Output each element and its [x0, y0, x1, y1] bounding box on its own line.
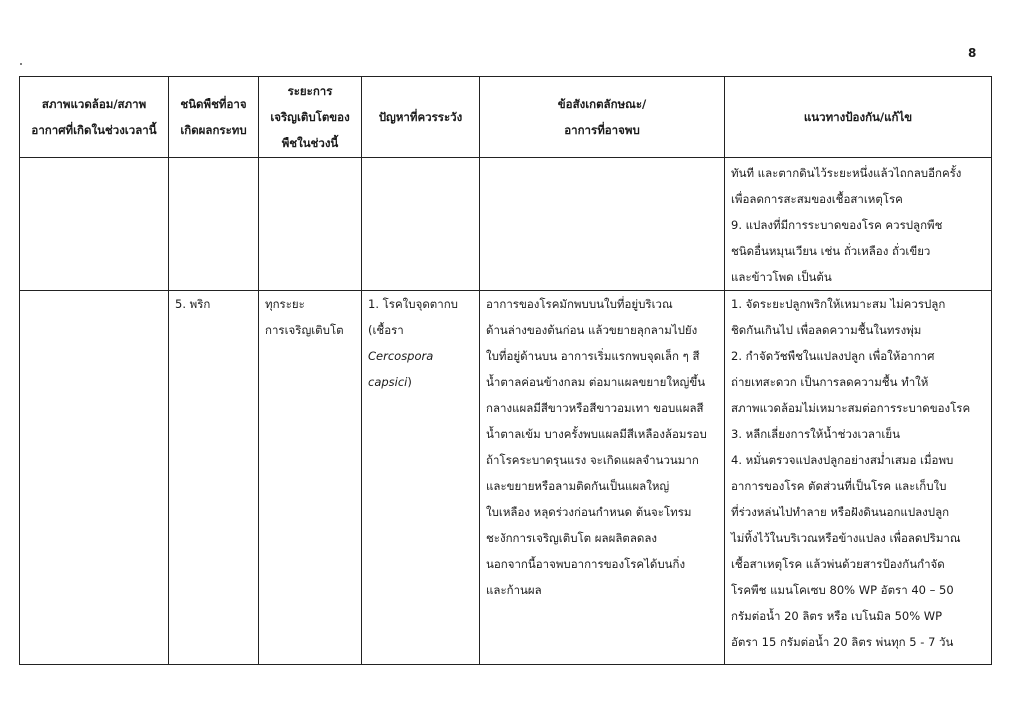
table-row-continuation: [20, 158, 992, 291]
cell-crop: 5. พริก: [169, 291, 259, 665]
cell-growth-stage: ทุกระยะ การเจริญเติบโต: [259, 291, 362, 665]
header-prevention: แนวทางป้องกัน/แก้ไข: [725, 77, 992, 158]
cell-problem: 1. โรคใบจุดตากบ (เชื้อรา Cercospora capsici): [362, 291, 480, 665]
table-header-row: [20, 77, 992, 158]
cell-crop-empty: [169, 158, 259, 291]
cell-problem-empty: [362, 158, 480, 291]
cell-symptoms-empty: [480, 158, 725, 291]
cell-symptoms: อาการของโรคมักพบบนใบที่อยู่บริเวณ ด้านล่างของต้นก่อน แล้วขยายลุกลามไปยัง ใบที่อยู่ด้านบน อาการเริ่มแรกพบจุดเล็ก ๆ สี น้ำตาลค่อนข้างกลม ต่อมาแผลขยายใหญ่ขึ้น กลางแผลมีสีขาวหรือสีขาวอมเทา ขอบแผลสี น้ำตาลเข้ม บางครั้งพบแผลมีสีเหลืองล้อมรอบ ถ้าโรคระบาดรุนแรง จะเกิดแผลจำนวนมาก และขยายหรือลามติดกันเป็นแผลใหญ่ ใบเหลือง หลุดร่วงก่อนกำหนด ต้นจะโทรม ชะงักการเจริญเติบโต ผลผลิตลดลง นอกจากนี้อาจพบอาการของโรคได้บนกิ่ง และก้านผล: [480, 291, 725, 665]
header-symptoms: ข้อสังเกตลักษณะ/ อาการที่อาจพบ: [480, 77, 725, 158]
cell-prevention-continued: ทันที และตากดินไว้ระยะหนึ่งแล้วไถกลบอีกครั้ง เพื่อลดการสะสมของเชื้อสาเหตุโรค 9. แปลงที่มีการระบาดของโรค ควรปลูกพืช ชนิดอื่นหมุนเวียน เช่น ถั่วเหลือง ถั่วเขียว และข้าวโพด เป็นต้น: [725, 158, 992, 291]
header-problem: ปัญหาที่ควรระวัง: [362, 77, 480, 158]
cell-environment-empty: [20, 158, 169, 291]
page-number: 8: [968, 46, 977, 60]
table-row-chili: [20, 291, 992, 665]
header-environment: สภาพแวดล้อม/สภาพ อากาศที่เกิดในช่วงเวลานี้: [20, 77, 169, 158]
cell-prevention: 1. จัดระยะปลูกพริกให้เหมาะสม ไม่ควรปลูก ชิดกันเกินไป เพื่อลดความชื้นในทรงพุ่ม 2. กำจัดวัชพืชในแปลงปลูก เพื่อให้อากาศ ถ่ายเทสะดวก เป็นการลดความชื้น ทำให้ สภาพแวดล้อมไม่เหมาะสมต่อการระบาดของโรค 3. หลีกเลี่ยงการให้น้ำช่วงเวลาเย็น 4. หมั่นตรวจแปลงปลูกอย่างสม่ำเสมอ เมื่อพบ อาการของโรค ตัดส่วนที่เป็นโรค และเก็บใบ ที่ร่วงหล่นไปทำลาย หรือฝังดินนอกแปลงปลูก ไม่ทิ้งไว้ในบริเวณหรือข้างแปลง เพื่อลดปริมาณ เชื้อสาเหตุโรค แล้วพ่นด้วยสารป้องกันกำจัด โรคพืช แมนโคเซบ 80% WP อัตรา 40 – 50 กรัมต่อน้ำ 20 ลิตร หรือ เบโนมิล 50% WP อัตรา 15 กรัมต่อน้ำ 20 ลิตร พ่นทุก 5 - 7 วัน: [725, 291, 992, 665]
cell-environment: [20, 291, 169, 665]
header-crop: ชนิดพืชที่อาจ เกิดผลกระทบ: [169, 77, 259, 158]
scan-speck: [20, 63, 22, 65]
cell-stage-empty: [259, 158, 362, 291]
header-growth-stage: ระยะการ เจริญเติบโตของ พืชในช่วงนี้: [259, 77, 362, 158]
pest-management-table: [19, 76, 992, 665]
